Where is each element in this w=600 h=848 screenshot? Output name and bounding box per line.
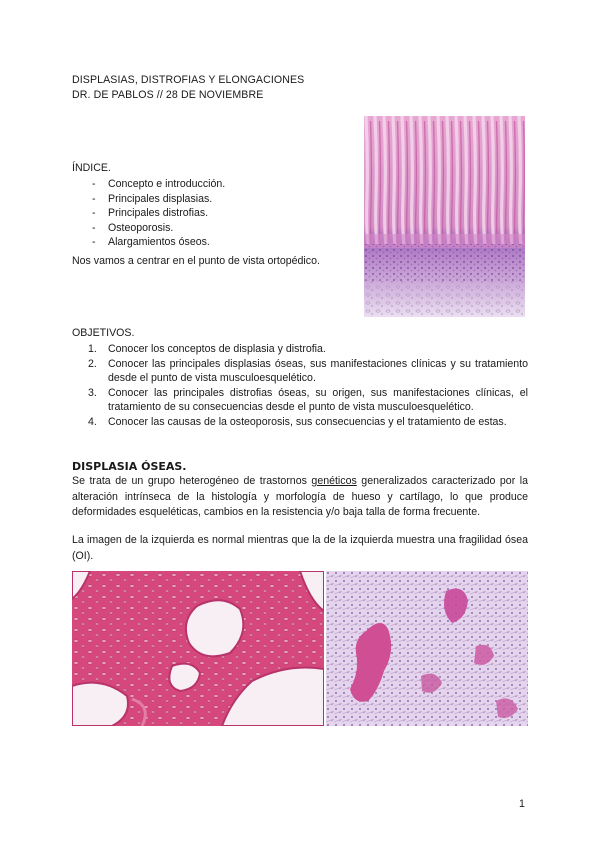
item-text: Conocer las principales distrofias óseas, su origen, sus manifestaciones clínicas, el tratamiento de su consecuencias desde el punto de vista musculoesquelético. — [108, 386, 528, 413]
item-number: 1. — [88, 343, 97, 355]
image-caption-paragraph: La imagen de la izquierda es normal mientras que la de la izquierda muestra una fragilidad ósea (OI). — [72, 534, 528, 562]
list-item — [72, 415, 528, 430]
index-note: Nos vamos a centrar en el punto de vista ortopédico. — [72, 255, 320, 267]
paragraph-text: Se trata de un grupo heterogéneo de trastornos — [72, 475, 312, 487]
list-item — [72, 357, 528, 386]
item-number: 3. — [88, 386, 97, 399]
list-item — [72, 386, 528, 415]
section-heading: DISPLASIA ÓSEAS. — [72, 460, 187, 473]
list-item: - Principales distrofias. — [92, 206, 225, 221]
index-list — [92, 177, 225, 250]
item-number: 4. — [88, 415, 97, 428]
objectives-list — [72, 342, 528, 429]
normal-bone-histology-image — [72, 571, 324, 726]
list-item: - Principales displasias. — [92, 192, 225, 207]
item-text: Conocer los conceptos de displasia y distrofia. — [108, 343, 326, 355]
growth-plate-histology-image — [364, 116, 525, 317]
list-item: - Alargamientos óseos. — [92, 235, 225, 250]
item-text: Conocer las causas de la osteoporosis, sus consecuencias y el tratamiento de estas. — [108, 415, 507, 428]
definition-paragraph — [72, 474, 528, 521]
index-heading: ÍNDICE. — [72, 162, 111, 174]
list-item — [72, 342, 528, 357]
osteogenesis-imperfecta-histology-image — [326, 571, 528, 726]
item-text: Conocer las principales displasias óseas, sus manifestaciones clínicas y su tratamiento desde el punto de vista musculoesquelético. — [108, 357, 528, 384]
list-item: - Concepto e introducción. — [92, 177, 225, 192]
paragraph-text: generalizados caracterizado por la alteración intrínseca de la histología y morfología de hueso y cartílago, lo que produce deformidades esqueléticas, cambios en la resistencia y/o baja talla de forma frecuente. — [72, 475, 529, 518]
page-number: 1 — [519, 798, 525, 810]
item-number: 2. — [88, 357, 97, 370]
objectives-heading: OBJETIVOS. — [72, 327, 135, 339]
document-header — [72, 73, 392, 103]
document-title: DISPLASIAS, DISTROFIAS Y ELONGACIONES — [72, 74, 305, 86]
document-subtitle: DR. DE PABLOS // 28 DE NOVIEMBRE — [72, 89, 264, 101]
list-item: - Osteoporosis. — [92, 221, 225, 236]
underlined-term: genéticos — [311, 475, 357, 487]
